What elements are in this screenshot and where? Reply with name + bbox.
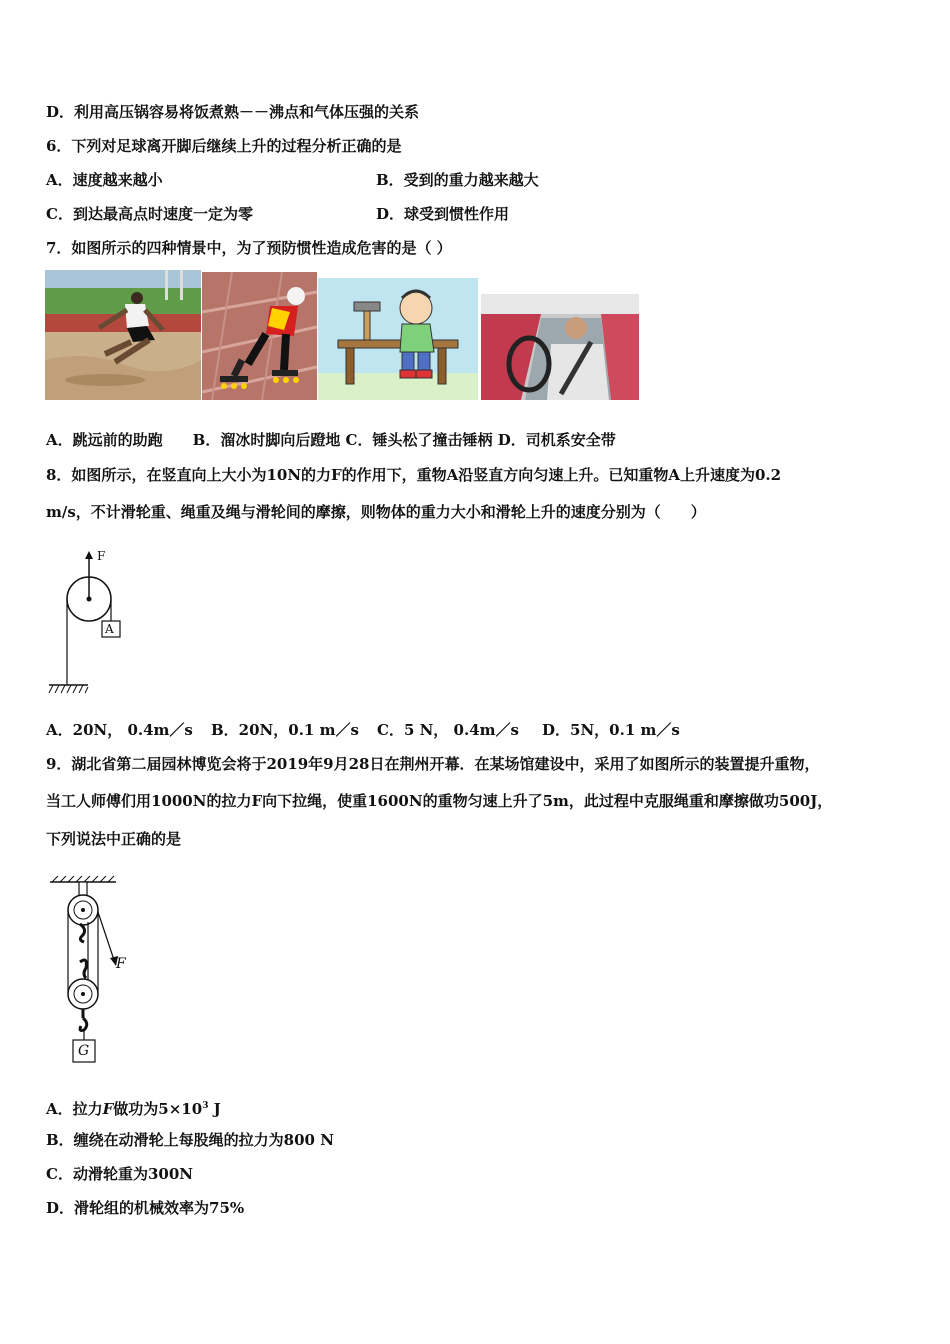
q9-option-d: D．滑轮组的机械效率为75%: [46, 1199, 245, 1217]
q8-force-label: F: [97, 549, 106, 563]
q8-option-c: C．5 N， 0.4m／s: [377, 721, 519, 739]
q6-option-d: D．球受到惯性作用: [376, 205, 510, 223]
driver-seatbelt-photo: [481, 294, 639, 400]
q9-option-a-mid: 做功为5×10: [113, 1100, 203, 1118]
q8-option-a: A．20N， 0.4m／s: [46, 721, 193, 739]
q6-option-c: C．到达最高点时速度一定为零: [46, 205, 253, 223]
q6-option-b: B．受到的重力越来越大: [376, 171, 539, 189]
long-jump-photo: [45, 270, 201, 400]
q9-stem-line1: 9．湖北省第二届园林博览会将于2019年9月28日在荆州开幕．在某场馆建设中，采用了如图所示的装置提升重物，: [46, 755, 820, 773]
q6-stem: 6．下列对足球离开脚后继续上升的过程分析正确的是: [46, 137, 402, 155]
q9-option-a: [46, 1096, 221, 1119]
q7-stem: 7．如图所示的四种情景中，为了预防惯性造成危害的是（ ）: [46, 239, 452, 257]
hammer-cartoon-picture: [318, 278, 478, 400]
q5-option-d: D．利用高压锅容易将饭煮熟－－沸点和气体压强的关系: [46, 103, 420, 121]
q7-options: A．跳远前的助跑 B．溜冰时脚向后蹬地 C．锤头松了撞击锤柄 D．司机系安全带: [46, 431, 616, 449]
q8-stem-line1: 8．如图所示，在竖直向上大小为10N的力F的作用下，重物A沿竖直方向匀速上升。已知重物A上升速度为0.2: [46, 466, 782, 484]
q6-option-a: A．速度越来越小: [46, 171, 163, 189]
q9-option-a-var: F: [102, 1100, 114, 1118]
q8-option-b: B．20N，0.1 m／s: [211, 721, 359, 739]
q8-block-label: A: [105, 622, 114, 636]
q9-option-a-prefix: A．拉力: [46, 1100, 103, 1118]
q9-pulley-system-diagram: [44, 872, 144, 1070]
q9-block-label: G: [78, 1043, 90, 1059]
q9-option-a-unit: J: [208, 1100, 221, 1118]
q9-option-a-exp: 3: [202, 1101, 209, 1111]
q9-stem-line3: 下列说法中正确的是: [46, 830, 182, 848]
q8-pulley-diagram: [44, 545, 134, 695]
q9-option-c: C．动滑轮重为300N: [46, 1165, 193, 1183]
q8-option-d: D．5N，0.1 m／s: [542, 721, 680, 739]
q9-option-b: B．缠绕在动滑轮上每股绳的拉力为800 N: [46, 1131, 334, 1149]
q9-stem-line2: 当工人师傅们用1000N的拉力F向下拉绳，使重1600N的重物匀速上升了5m，此过程中克服绳重和摩擦做功500J，: [46, 792, 833, 810]
q8-stem-line2: m/s，不计滑轮重、绳重及绳与滑轮间的摩擦，则物体的重力大小和滑轮上升的速度分别为（ ）: [46, 503, 706, 521]
q9-force-label: F: [116, 956, 126, 972]
skater-photo: [202, 272, 317, 400]
